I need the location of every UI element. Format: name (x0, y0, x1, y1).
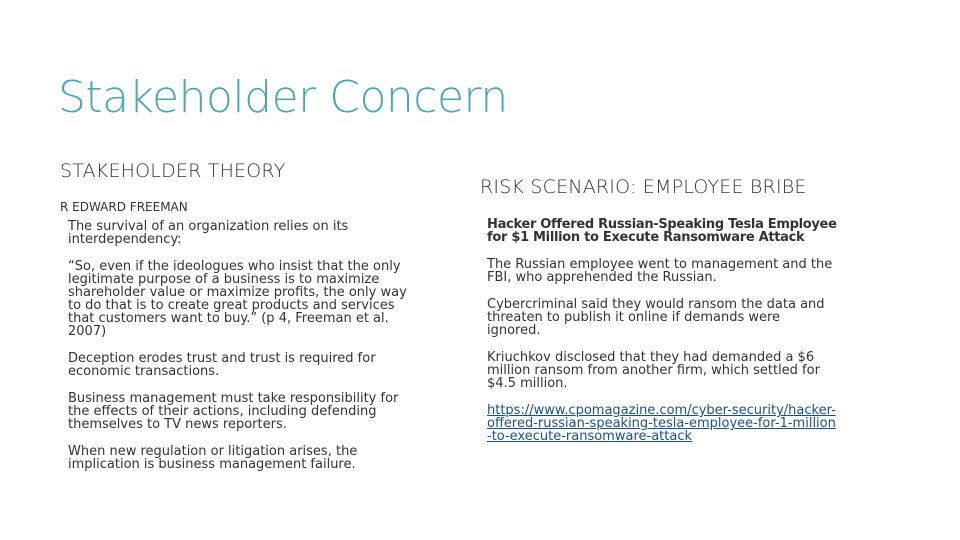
paragraph-kriuchkov: Kriuchkov disclosed that they had demanded a $6 million ransom from another firm, which settled for $4.5 million. (487, 350, 820, 391)
paragraph-survival: The survival of an organization relies on its interdependency: (68, 219, 349, 247)
paragraph-regulation: When new regulation or litigation arises, the implication is business management failure. (68, 444, 358, 472)
paragraph-cybercriminal: Cybercriminal said they would ransom the data and threaten to publish it online if demands were ignored. (487, 297, 825, 338)
paragraph-quote: “So, even if the ideologues who insist that the only legitimate purpose of a business is to maximize shareholder value or maximize profits, the only way to do that is to create great products and services that customers want to buy.” (p 4, Freeman et al. 2007) (68, 259, 407, 339)
paragraph-deception: Deception erodes trust and trust is required for economic transactions. (68, 351, 376, 379)
left-column (60, 160, 420, 471)
article-headline: Hacker Offered Russian-Speaking Tesla Employee for $1 Million to Execute Ransomware Attack (487, 217, 837, 245)
paragraph-responsibility: Business management must take responsibility for the effects of their actions, including defending themselves to TV news reporters. (68, 391, 399, 432)
paragraph-employee: The Russian employee went to management and the FBI, who apprehended the Russian. (487, 257, 833, 285)
slide-title: Stakeholder Concern (58, 72, 508, 123)
stakeholder-theory-heading: STAKEHOLDER THEORY (60, 160, 286, 182)
right-column (480, 176, 840, 443)
author-subheading: R EDWARD FREEMAN (60, 200, 188, 214)
article-link[interactable]: https://www.cpomagazine.com/cyber-security/hacker-offered-russian-speaking-tesla-employee-for-1-million-to-execute-ransomware-attack (487, 403, 836, 444)
risk-scenario-heading: RISK SCENARIO: EMPLOYEE BRIBE (480, 176, 807, 198)
